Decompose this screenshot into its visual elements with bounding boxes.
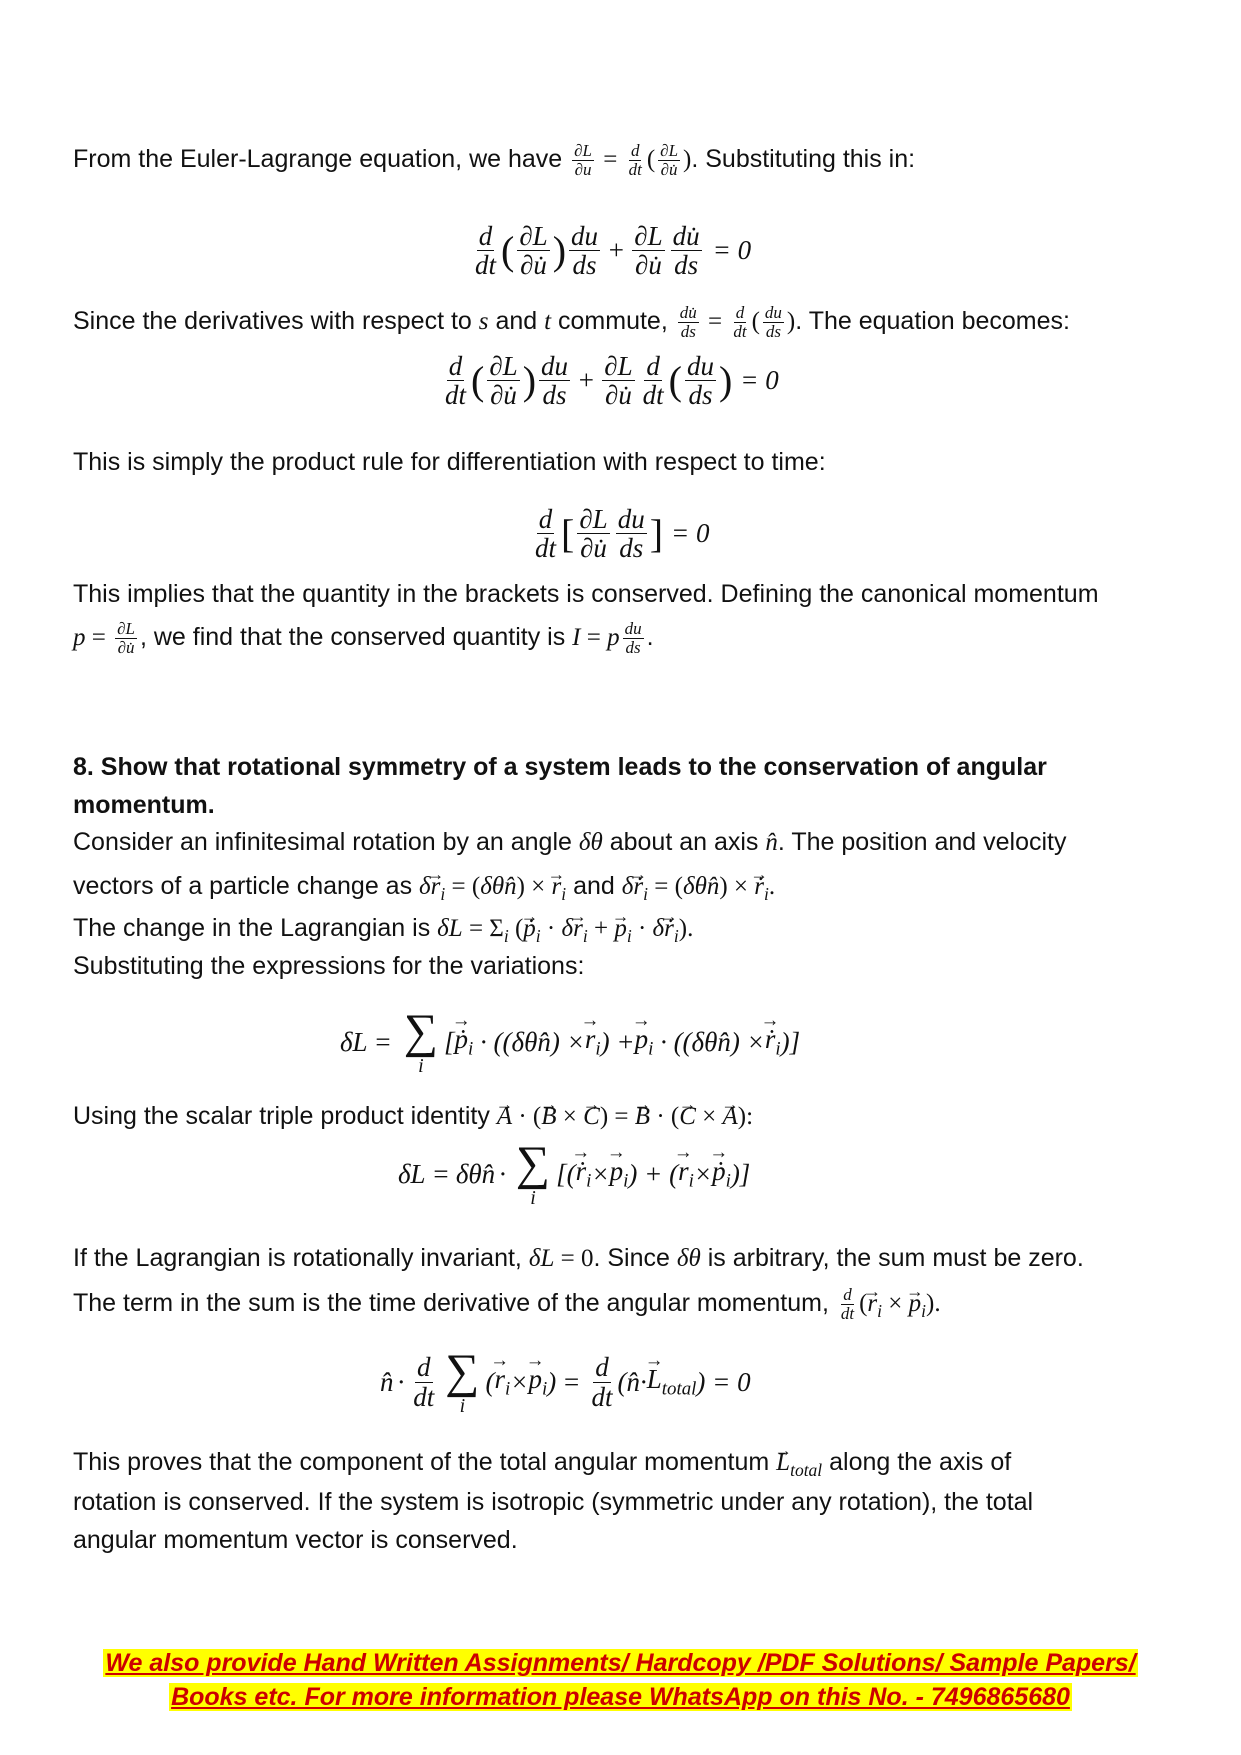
position-velocity-change-line: vectors of a particle change as $\delta\to r_i$ = (δθn̂) × → $r_i$ and δ→ ṙ$_i$ = (δθn̂) × → ṙ$_i$.	[73, 870, 775, 910]
canonical-momentum-line: p = $\frac{\partial L}{\partial u̇}$ , we find that the conserved quantity is I = p $\frac{du}{ds}$ .	[73, 619, 654, 657]
equation-2: $\frac{d}{dt}$ ( $\frac{\partial L}{\partial u̇}$ ) $\frac{du}{ds}$ + $\frac{\partial L}{\partial u̇}$ $\frac{d}{dt}$ ( $\frac{du}{ds}$ ) = 0	[445, 351, 779, 411]
triple-product-line: Using the scalar triple product identity → A · (→ B × → C) = → B · (→ C × → A):	[73, 1100, 753, 1133]
footer-ad-line2: Books etc. For more information please WhatsApp on this No. - 7496865680	[171, 1683, 1070, 1711]
proof-conclusion-line3: angular momentum vector is conserved.	[73, 1526, 518, 1554]
rotation-intro-line: Consider an infinitesimal rotation by an angle δθ about an axis n̂. The position and velocity	[73, 828, 1067, 856]
proof-conclusion-line1: This proves that the component of the total angular momentum → $L_{total}$ along the axis of	[73, 1446, 1011, 1486]
product-rule-line: This is simply the product rule for differentiation with respect to time:	[73, 448, 826, 476]
equation-1: $\frac{d}{dt}$ ( $\frac{\partial L}{\partial u̇}$ ) $\frac{du}{ds}$ + $\frac{\partial L}{\partial u̇}$ $\frac{du̇}{ds}$ = 0	[475, 221, 752, 281]
footer-ad-line1: We also provide Hand Written Assignments/ Hardcopy /PDF Solutions/ Sample Papers/	[105, 1649, 1136, 1677]
conserved-bracket-line: This implies that the quantity in the brackets is conserved. Defining the canonical momentum	[73, 580, 1099, 608]
equation-6: n̂ · $\frac{d}{dt}$ ∑ i ( → $r_i$ × → $p_i$ ) = $\frac{d}{dt}$ ( n̂ · → $L_{total}$ ) = 0	[380, 1348, 751, 1416]
time-derivative-line: The term in the sum is the time derivative of the angular momentum, $\frac{d}{dt}$ (→ $r_i$ × → $p_i$).	[73, 1286, 941, 1327]
section-8-heading-line2: momentum.	[73, 791, 215, 819]
substituting-line: Substituting the expressions for the variations:	[73, 952, 585, 980]
equation-4: δL = ∑ i [ → ṗ$_i$ · (( δθn̂ ) × → $r_i$ ) + → $p_i$ · (( δθn̂ ) × → ṙ$_i$ )]	[340, 1008, 800, 1076]
equation-3: $\frac{d}{dt}$ [ $\frac{\partial L}{\partial u̇}$ $\frac{du}{ds}$ ] = 0	[535, 504, 710, 564]
lagrangian-change-line: The change in the Lagrangian is $\delta L = \Sigma_i$ (→ ṗ$_i$ · $\delta\to r_i$ + → $p_i \cdot \delta\to$ ṙ$_i$).	[73, 912, 693, 952]
euler-lagrange-line: From the Euler-Lagrange equation, we have $\frac{\partial L}{\partial u}$ = $\frac{d}{dt}$ ( $\frac{\partial L}{\partial u̇}$ ). Substituting this in:	[73, 141, 916, 179]
rotational-invariance-line: If the Lagrangian is rotationally invariant, δL = 0. Since δθ is arbitrary, the sum must be zero.	[73, 1244, 1084, 1272]
proof-conclusion-line2: rotation is conserved. If the system is isotropic (symmetric under any rotation), the total	[73, 1488, 1034, 1516]
section-8-heading-line1: 8. Show that rotational symmetry of a system leads to the conservation of angular	[73, 753, 1047, 781]
equation-5: δL = δθn̂ · ∑ i [( → ṙ$_i$ × → $p_i$ ) + ( → $r_i$ × → ṗ$_i$ )]	[398, 1140, 750, 1208]
commute-line: Since the derivatives with respect to s and t commute, $\frac{du̇}{ds}$ = $\frac{d}{dt}$ ( $\frac{du}{ds}$ ). The equation becomes:	[73, 303, 1070, 341]
